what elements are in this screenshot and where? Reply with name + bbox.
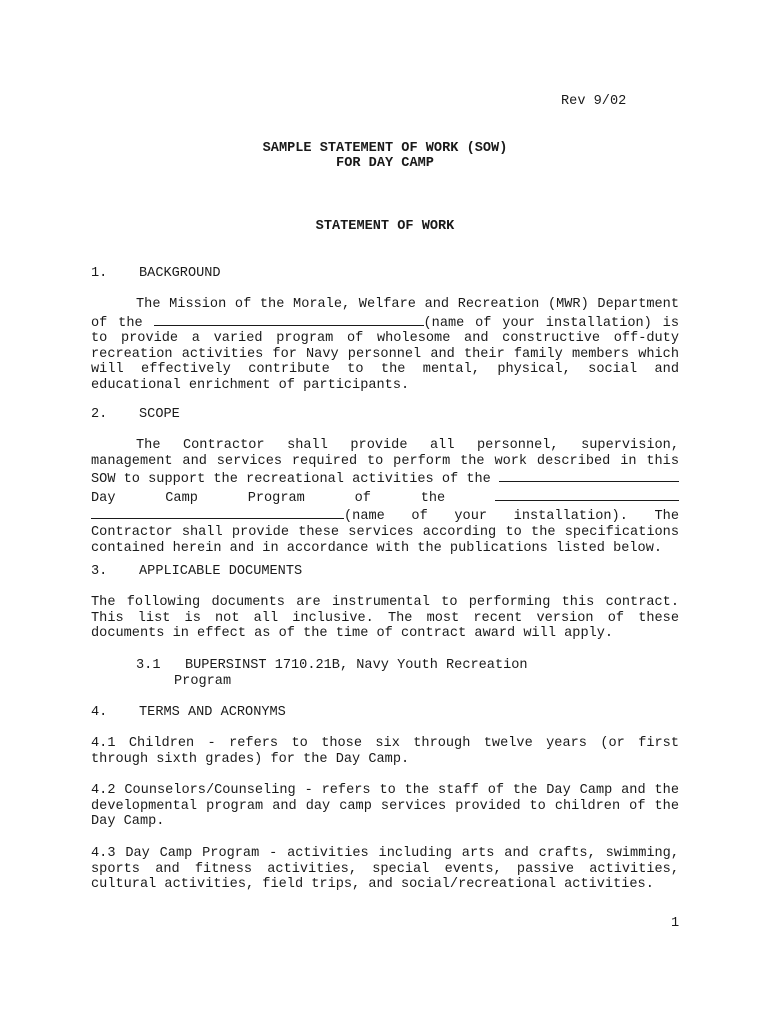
section-4-heading	[91, 705, 286, 721]
definition-children: 4.1 Children - refers to those six through twelve years (or first through sixth grades) for the Day Camp.	[91, 736, 679, 767]
item-number: 3.1	[136, 658, 161, 673]
installation-name-blank	[154, 313, 424, 326]
item-text: BUPERSINST 1710.21B, Navy Youth Recreation	[184, 658, 528, 673]
program-name-blank	[499, 469, 679, 482]
revision-label: Rev 9/02	[561, 94, 627, 109]
department-name-blank	[495, 488, 679, 501]
paragraph-text: (name of your installation). The Contractor shall provide these services according to the specifications contained herein and in accordance with the publications listed below.	[91, 509, 679, 556]
paragraph-text: (name of your installation) is to provide a varied program of wholesome and constructive off-duty recreation activities for Navy personnel and their family members which will effectively contribute to the mental, physical, social and educational enrichment of participants.	[91, 315, 679, 393]
section-number: 3.	[91, 564, 108, 579]
scope-paragraph	[91, 438, 679, 556]
section-1-heading	[91, 266, 221, 282]
installation-name-blank	[91, 506, 344, 519]
section-title: BACKGROUND	[139, 266, 221, 281]
item-text-continued: Program	[174, 673, 232, 689]
section-number: 4.	[91, 705, 108, 720]
definition-day-camp-program: 4.3 Day Camp Program - activities including arts and crafts, swimming, sports and fitness activities, special events, passive activities, cultural activities, field trips, and social/recreational activities.	[91, 846, 679, 893]
paragraph-text: Day Camp Program of the	[91, 490, 495, 506]
section-title: APPLICABLE DOCUMENTS	[139, 564, 303, 579]
page-number: 1	[671, 916, 680, 931]
applicable-documents-paragraph: The following documents are instrumental to performing this contract. This list is not all inclusive. The most recent version of these documents in effect as of the time of contract award will apply.	[91, 595, 679, 642]
paragraph-text: The Contractor shall provide all personnel, supervision, management and services required to perform the work described in this SOW to support the recreational activities of the	[91, 438, 679, 488]
section-title: SCOPE	[139, 407, 180, 422]
section-number: 2.	[91, 407, 108, 422]
section-title: TERMS AND ACRONYMS	[139, 705, 286, 720]
section-2-heading	[91, 407, 180, 423]
section-3-heading	[91, 564, 302, 580]
document-subtitle: FOR DAY CAMP	[336, 156, 434, 171]
sow-heading: STATEMENT OF WORK	[315, 219, 455, 234]
document-item-3-1	[136, 658, 636, 689]
background-paragraph	[91, 297, 679, 394]
definition-counselors: 4.2 Counselors/Counseling - refers to the staff of the Day Camp and the developmental program and day camp services provided to children of the Day Camp.	[91, 783, 679, 830]
paragraph-text: The Mission of the Morale, Welfare and Recreation (MWR) Department of the	[91, 297, 679, 331]
document-title: SAMPLE STATEMENT OF WORK (SOW)	[262, 141, 508, 156]
section-number: 1.	[91, 266, 108, 281]
